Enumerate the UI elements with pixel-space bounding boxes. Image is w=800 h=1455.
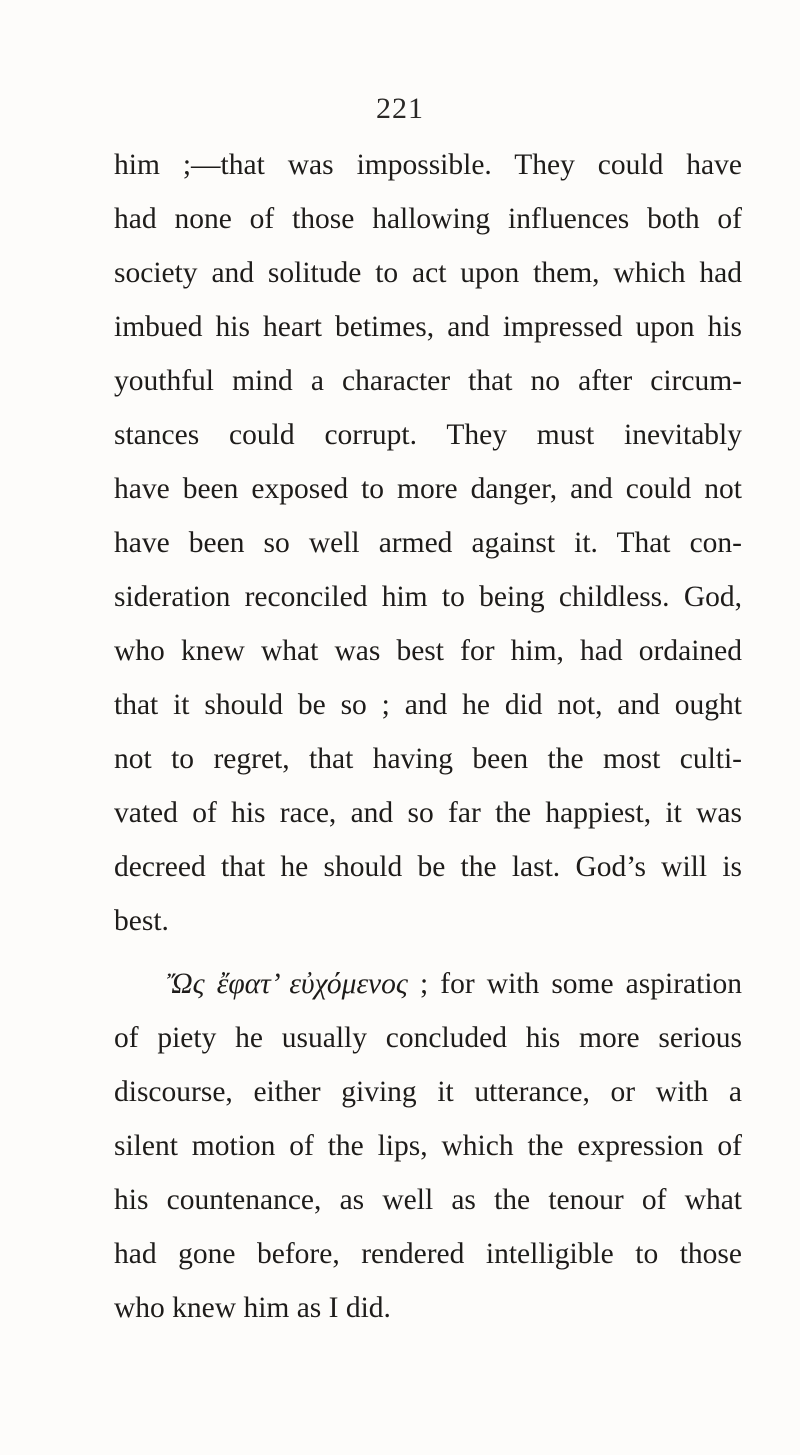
text-line: silent motion of the lips, which the expression of <box>114 1130 742 1162</box>
text-line: that it should be so ; and he did not, and ought <box>114 689 742 721</box>
paragraph-gap <box>114 948 742 957</box>
text-line: discourse, either giving it utterance, or with a <box>114 1076 742 1108</box>
text-line: who knew him as I did. <box>114 1292 391 1324</box>
text-line: him ;—that was impossible. They could have <box>114 149 742 181</box>
text-line: of piety he usually concluded his more serious <box>114 1022 742 1054</box>
text-line: not to regret, that having been the most culti- <box>114 743 742 775</box>
text-line: have been so well armed against it. That con- <box>114 527 742 559</box>
text-line: stances could corrupt. They must inevitably <box>114 419 742 451</box>
text-line: have been exposed to more danger, and could not <box>114 473 742 505</box>
text-line: who knew what was best for him, had ordained <box>114 635 742 667</box>
text-line: had gone before, rendered intelligible to those <box>114 1238 742 1270</box>
text-line: imbued his heart betimes, and impressed upon his <box>114 311 742 343</box>
page-number: 221 <box>376 92 424 125</box>
paragraph-2 <box>114 957 742 1335</box>
paragraph-1 <box>114 138 742 948</box>
text-line-with-greek <box>114 957 742 1011</box>
text-line: best. <box>114 905 169 937</box>
text-line: vated of his race, and so far the happiest, it was <box>114 797 742 829</box>
body-text <box>114 138 742 1335</box>
text-line: had none of those hallowing influences both of <box>114 203 742 235</box>
text-line: society and solitude to act upon them, which had <box>114 257 742 289</box>
text-line: youthful mind a character that no after circum- <box>114 365 742 397</box>
greek-quotation: Ὤς ἔφατ’ εὐχόμενος <box>167 968 408 1000</box>
text-fragment: ; for with some aspiration <box>407 968 743 1000</box>
text-line: sideration reconciled him to being childless. God, <box>114 581 742 613</box>
text-line: his countenance, as well as the tenour of what <box>114 1184 742 1216</box>
text-line: decreed that he should be the last. God’s will is <box>114 851 742 883</box>
